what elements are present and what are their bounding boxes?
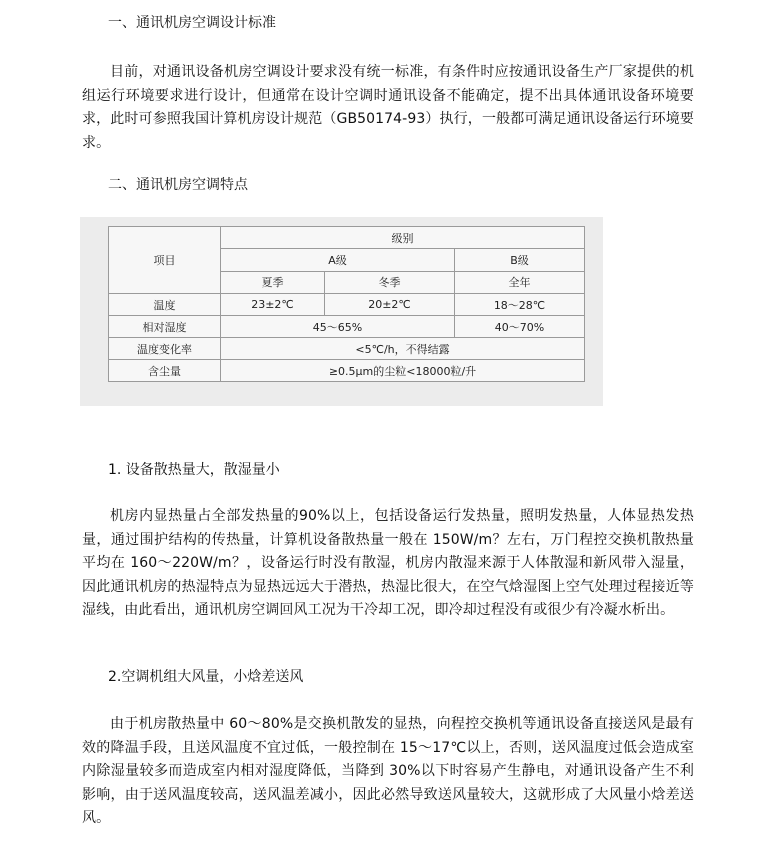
table-header-all-year: 全年 bbox=[455, 271, 585, 293]
row-label: 含尘量 bbox=[109, 360, 221, 382]
table-header-level-b: B级 bbox=[455, 249, 585, 271]
table-header-winter: 冬季 bbox=[325, 271, 455, 293]
row-label: 温度变化率 bbox=[109, 338, 221, 360]
paragraph-text: 目前，对通讯设备机房空调设计要求没有统一标准，有条件时应按通讯设备生产厂家提供的机组运行环境要求进行设计，但通常在设计空调时通讯设备不能确定，提不出具体通讯设备环境要求，此时可参照我国计算机房设计规范（GB50174-93）执行，一般都可满足通讯设备运行环境要求。 bbox=[82, 64, 694, 151]
paragraph-air-volume bbox=[82, 713, 694, 831]
paragraph-text: 机房内显热量占全部发热量的90%以上，包括设备运行发热量，照明发热量，人体显热发热量，通过围护结构的传热量，计算机设备散热量一般在 150W/m？左右，万门程控交换机散热量平均在 160～220W/m？，设备运行时没有散湿，机房内散湿来源于人体散湿和新风带入湿量，因此通讯机房的热湿特点为显热远远大于潜热，热湿比很大，在空气焓湿图上空气处理过程接近等湿线，由此看出，通讯机房空调回风工况为干冷却工况，即冷却过程没有或很少有冷凝水析出。 bbox=[82, 508, 694, 618]
row-label: 相对湿度 bbox=[109, 316, 221, 338]
section-heading-design-standard: 一、通讯机房空调设计标准 bbox=[108, 15, 276, 31]
paragraph-text: 由于机房散热量中 60～80%是交换机散发的显热，向程控交换机等通讯设备直接送风是最有效的降温手段，且送风温度不宜过低，一般控制在 15～17℃以上，否则，送风温度过低会造成室内除湿量较多而造成室内相对湿度降低，当降到 30%以下时容易产生静电，对通讯设备产生不利影响，由于送风温度较高，送风温差减小，因此必然导致送风量较大，这就形成了大风量小焓差送风。 bbox=[82, 716, 694, 826]
cell-value: ≥0.5μm的尘粒<18000粒/升 bbox=[221, 360, 585, 382]
table-header-summer: 夏季 bbox=[221, 271, 325, 293]
table-header-item: 项目 bbox=[109, 227, 221, 294]
section-heading-features: 二、通讯机房空调特点 bbox=[108, 177, 248, 193]
cell-level-a: 45～65% bbox=[221, 316, 455, 338]
point-heading-heat-load: 1. 设备散热量大，散湿量小 bbox=[108, 462, 280, 478]
paragraph-heat-load bbox=[82, 505, 694, 623]
table-header-level-a: A级 bbox=[221, 249, 455, 271]
cell-level-b: 18～28℃ bbox=[455, 294, 585, 316]
cell-level-b: 40～70% bbox=[455, 316, 585, 338]
table-row bbox=[109, 294, 585, 316]
table-row bbox=[109, 316, 585, 338]
point-heading-air-volume: 2.空调机组大风量，小焓差送风 bbox=[108, 669, 304, 685]
table-row bbox=[109, 338, 585, 360]
table-row bbox=[109, 360, 585, 382]
environment-spec-table bbox=[108, 226, 585, 382]
spec-table-image bbox=[80, 217, 603, 406]
cell-winter: 20±2℃ bbox=[325, 294, 455, 316]
table-header-level: 级别 bbox=[221, 227, 585, 249]
cell-summer: 23±2℃ bbox=[221, 294, 325, 316]
row-label: 温度 bbox=[109, 294, 221, 316]
paragraph-design-standard bbox=[82, 61, 694, 155]
cell-value: <5℃/h，不得结露 bbox=[221, 338, 585, 360]
